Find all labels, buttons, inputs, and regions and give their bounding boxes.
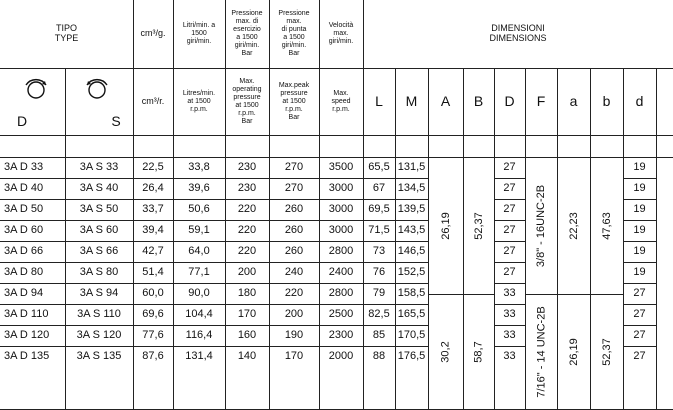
cell-dd: 27 [633,287,646,300]
group-a-value: 30,2 [439,341,452,363]
cell-D: 33 [503,308,516,321]
cell-D: 33 [503,287,516,300]
cell-vel: 2000 [328,350,354,363]
cell-M: 143,5 [397,224,426,237]
header-pressione-max-it: Pressione max. di esercizio a 1500 giri/min. Bar [231,10,263,57]
cell-dd: 19 [633,182,646,195]
cell-D: 33 [503,329,516,342]
grid-hline [494,262,525,263]
cell-pop: 230 [237,161,257,174]
cell-ppk: 170 [284,350,304,363]
grid-hline [623,199,656,200]
dim-col-header-d: d [635,92,644,109]
cell-M: 165,5 [397,308,426,321]
cell-d: 3A D 66 [4,245,44,258]
header-dir-s: S [111,113,121,130]
group-f-value: 7/16" - 14 UNC-2B [535,306,548,398]
cell-cm3: 22,5 [142,161,164,174]
dim-col-header-b: b [602,92,611,109]
cell-s: 3A S 80 [79,266,119,279]
grid-hline [494,199,525,200]
cell-cm3: 42,7 [142,245,164,258]
group-b-value: 58,7 [472,341,485,363]
cell-lmin: 77,1 [188,266,210,279]
cell-d: 3A D 110 [4,308,49,321]
cell-M: 170,5 [397,329,426,342]
cell-vel: 3000 [328,224,354,237]
cell-M: 152,5 [397,266,426,279]
cell-D: 27 [503,266,516,279]
cell-vel: 2400 [328,266,354,279]
grid-hline [0,241,363,242]
grid-hline [623,346,656,347]
cell-s: 3A S 33 [79,161,119,174]
cell-ppk: 260 [284,245,304,258]
grid-hline [0,157,673,158]
cell-M: 139,5 [397,203,426,216]
dim-col-header-m: M [405,92,418,109]
header-litri-it: Litri/min. a 1500 giri/min. [182,22,216,45]
cell-pop: 230 [237,182,257,195]
grid-hline [525,294,623,295]
cell-dd: 19 [633,161,646,174]
cell-L: 67 [372,182,386,195]
cell-dd: 27 [633,308,646,321]
cell-cm3: 33,7 [142,203,164,216]
grid-vline [65,68,66,409]
cell-s: 3A S 60 [79,224,119,237]
header-speed-en: Max. speed r.p.m. [331,89,351,113]
grid-hline [0,304,363,305]
cell-dd: 27 [633,350,646,363]
cell-L: 79 [372,287,386,300]
cell-lmin: 90,0 [188,287,210,300]
cell-d: 3A D 33 [4,161,44,174]
grid-hline [494,220,525,221]
cell-ppk: 240 [284,266,304,279]
group-f-value: 3/8" - 16UNC-2B [535,184,548,267]
grid-hline [623,220,656,221]
cell-cm3: 87,6 [142,350,164,363]
grid-hline [428,294,494,295]
cell-D: 27 [503,203,516,216]
cell-ppk: 270 [284,182,304,195]
cell-dd: 19 [633,245,646,258]
cell-L: 71,5 [368,224,390,237]
cell-s: 3A S 50 [79,203,119,216]
grid-vline [173,0,174,409]
grid-vline [395,68,396,409]
cell-L: 76 [372,266,386,279]
cell-d: 3A D 60 [4,224,44,237]
grid-hline [0,325,363,326]
header-cm3r: cm³/r. [141,95,165,106]
cell-lmin: 39,6 [188,182,210,195]
cell-lmin: 104,4 [185,308,213,321]
grid-hline [494,346,525,347]
cell-D: 27 [503,245,516,258]
grid-hline [623,178,656,179]
grid-hline [494,241,525,242]
header-velocita-it: Velocità max. giri/min. [328,22,354,45]
cell-M: 131,5 [397,161,426,174]
grid-vline [463,68,464,409]
dim-col-header-b: B [473,92,484,109]
cell-cm3: 39,4 [142,224,164,237]
cell-cm3: 60,0 [142,287,164,300]
cell-L: 65,5 [368,161,390,174]
cell-L: 82,5 [368,308,390,321]
cell-vel: 2800 [328,245,354,258]
cell-d: 3A D 50 [4,203,44,216]
grid-vline [363,0,364,409]
header-litres-en: Litres/min. at 1500 r.p.m. [182,89,216,113]
dim-col-header-d: D [504,92,515,109]
group-b-value: 52,37 [472,211,485,240]
cell-M: 176,5 [397,350,426,363]
header-tipo: TIPO TYPE [54,23,79,43]
grid-hline [0,346,363,347]
cell-pop: 170 [237,308,257,321]
cell-D: 27 [503,182,516,195]
header-operating-pressure-en: Max. operating pressure at 1500 r.p.m. Bar [232,77,262,125]
cell-cm3: 26,4 [142,182,164,195]
cell-ppk: 190 [284,329,304,342]
grid-hline [623,304,656,305]
grid-hline [623,325,656,326]
cell-M: 134,5 [397,182,426,195]
group-a-value: 26,19 [439,211,452,240]
cell-ppk: 200 [284,308,304,321]
grid-vline [590,68,591,409]
grid-hline [494,304,525,305]
cell-ppk: 270 [284,161,304,174]
header-peak-pressure-en: Max.peak pressure at 1500 r.p.m. Bar [278,81,310,121]
cell-lmin: 116,4 [185,329,213,342]
cell-cm3: 77,6 [142,329,164,342]
grid-hline [0,178,363,179]
grid-vline [494,68,495,409]
cell-D: 33 [503,350,516,363]
grid-vline [623,68,624,409]
grid-vline [319,0,320,409]
dim-col-header-f: F [536,92,546,109]
group-a-value: 22,23 [567,211,580,240]
cell-L: 88 [372,350,386,363]
cell-vel: 2800 [328,287,354,300]
cell-pop: 160 [237,329,257,342]
cell-d: 3A D 80 [4,266,44,279]
group-b-value: 47,63 [600,211,613,240]
cell-s: 3A S 66 [79,245,119,258]
grid-vline [428,68,429,409]
grid-hline [0,262,363,263]
cell-cm3: 69,6 [142,308,164,321]
cell-lmin: 64,0 [188,245,210,258]
cell-D: 27 [503,161,516,174]
cell-s: 3A S 135 [76,350,122,363]
cell-s: 3A S 94 [79,287,119,300]
grid-hline [494,283,525,284]
cell-d: 3A D 40 [4,182,44,195]
cell-s: 3A S 110 [77,308,121,321]
grid-hline [0,199,363,200]
grid-vline [225,0,226,409]
grid-vline [133,0,134,409]
cell-vel: 2300 [328,329,354,342]
cell-pop: 140 [237,350,257,363]
cell-vel: 3000 [328,182,354,195]
cell-s: 3A S 120 [76,329,122,342]
cell-dd: 19 [633,203,646,216]
header-pressione-punta-it: Pressione max. di punta a 1500 giri/min. Bar [278,10,310,57]
dim-col-header-a: a [569,92,578,109]
cell-L: 73 [372,245,386,258]
cell-d: 3A D 120 [4,329,50,342]
cell-dd: 19 [633,224,646,237]
dim-col-header-l: L [375,92,383,109]
cell-lmin: 50,6 [188,203,210,216]
cell-lmin: 59,1 [188,224,210,237]
grid-hline [0,220,363,221]
cell-lmin: 131,4 [185,350,213,363]
grid-hline [623,283,656,284]
grid-hline [0,135,673,136]
cell-ppk: 260 [284,203,304,216]
cell-vel: 2500 [328,308,354,321]
cell-D: 27 [503,224,516,237]
grid-hline [623,241,656,242]
grid-hline [0,283,363,284]
cell-pop: 220 [237,245,257,258]
grid-vline [656,68,657,409]
cell-s: 3A S 40 [79,182,119,195]
grid-hline [623,262,656,263]
grid-vline [525,68,526,409]
cell-cm3: 51,4 [142,266,164,279]
cell-L: 85 [372,329,386,342]
grid-hline [494,178,525,179]
cell-d: 3A D 135 [4,350,50,363]
header-cm3g: cm³/g. [140,28,166,39]
cell-d: 3A D 94 [4,287,44,300]
grid-vline [557,68,558,409]
header-dir-d: D [16,113,28,130]
cell-dd: 19 [633,266,646,279]
cell-dd: 27 [633,329,646,342]
cell-M: 146,5 [397,245,426,258]
grid-hline [0,68,673,69]
cell-L: 69,5 [368,203,390,216]
cell-pop: 180 [237,287,257,300]
dim-col-header-a: A [440,92,451,109]
cell-pop: 220 [237,203,257,216]
cell-vel: 3000 [328,203,354,216]
cell-M: 158,5 [397,287,426,300]
cell-lmin: 33,8 [188,161,210,174]
grid-hline [494,325,525,326]
cell-pop: 200 [237,266,257,279]
group-b-value: 52,37 [600,338,613,366]
cell-vel: 3500 [328,161,354,174]
group-a-value: 26,19 [567,338,580,366]
cell-ppk: 220 [284,287,304,300]
cell-ppk: 260 [284,224,304,237]
grid-vline [269,0,270,409]
header-dimensioni: DIMENSIONI DIMENSIONS [489,23,547,43]
cell-pop: 220 [237,224,257,237]
